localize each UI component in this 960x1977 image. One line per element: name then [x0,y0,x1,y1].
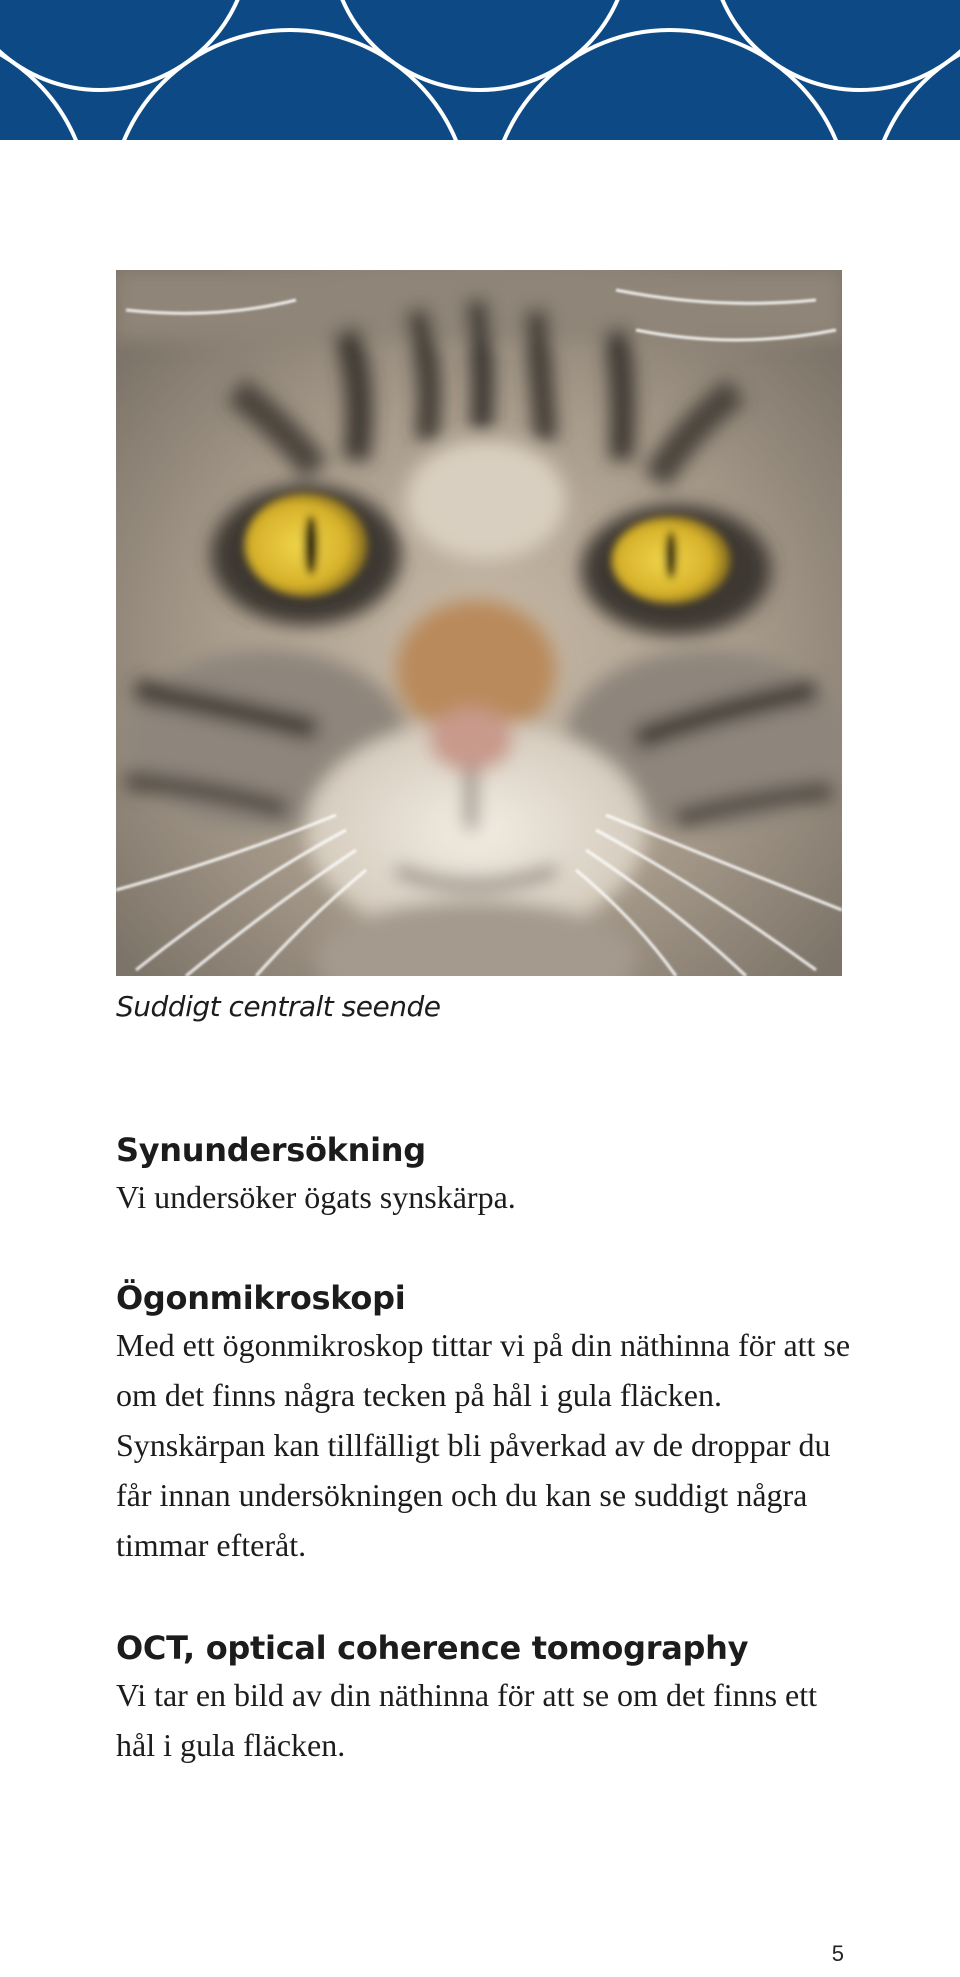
figure-caption: Suddigt centralt seende [116,990,441,1023]
section-heading: Ögonmikroskopi [116,1279,406,1317]
section-ogonmikroskopi [116,1276,856,1570]
section-oct [116,1626,856,1770]
section-heading: Synundersökning [116,1131,426,1169]
section-body: Vi undersöker ögats synskärpa. [116,1179,516,1215]
section-body: Vi tar en bild av din näthinna för att se om det finns ett hål i gula fläcken. [116,1677,818,1763]
decorative-banner [0,0,960,140]
page-number: 5 [831,1941,844,1966]
section-heading: OCT, optical coherence tomography [116,1629,749,1667]
section-synundersokning [116,1128,856,1222]
blurred-cat-photo [116,270,842,976]
section-body: Med ett ögonmikroskop tittar vi på din näthinna för att se om det finns några tecken på hål i gula fläcken. Synskärpan kan tillfälligt bli påverkad av de droppar du får innan undersökningen och du kan se suddigt några timmar efteråt. [116,1327,851,1563]
